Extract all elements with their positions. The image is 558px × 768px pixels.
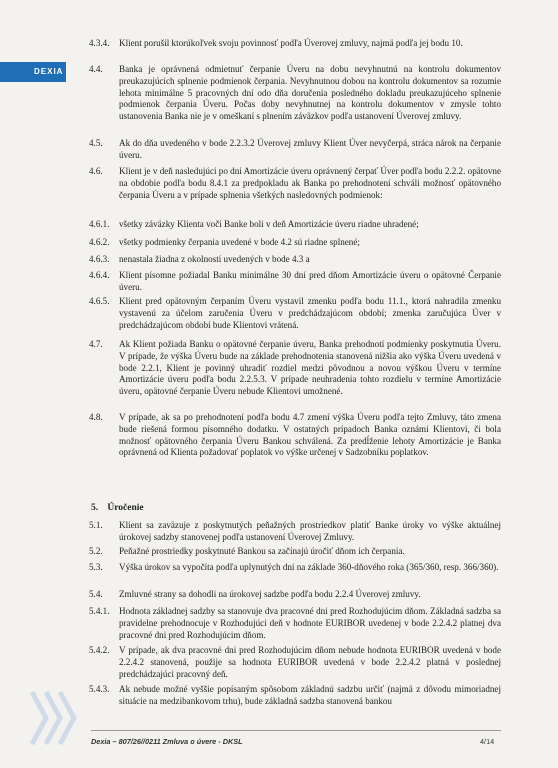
clause-number: 4.6. (89, 166, 103, 176)
clause-text: V prípade, ak sa po prehodnotení podľa bodu 4.7 zmení výška Úveru podľa tejto Zmluvy, táto zmena bude riešená formou písomného dodatku. V ostatných prípadoch Banka oznámi Klientovi, či bola možnosť opätovného čerpania Úveru Bankou schválená. Za predĺženie lehoty Amortizácie je Banka oprávnená od Klienta požadovať poplatok vo výške určenej v Sadzobníku poplatkov. (119, 412, 501, 458)
clause-number: 5.4.2. (89, 645, 110, 655)
clause-4-6-3 (91, 254, 501, 266)
clause-4-5 (91, 138, 501, 162)
clause-text: Ak do dňa uvedeného v bode 2.2.3.2 Úverovej zmluvy Klient Úver nevyčerpá, stráca nárok na čerpanie úveru. (119, 138, 501, 160)
clause-4-6-1 (91, 219, 501, 231)
section-title: Úročenie (107, 503, 144, 513)
clause-text: V prípade, ak dva pracovné dni pred Rozhodujúcim dňom nebude hodnota EURIBOR uvedená v bode 2.2.4.2 stanovená, použije sa hodnota EURIBOR uvedená v bode 2.2.4.2 platná v poslednej predchádzajúci pracovný deň. (119, 645, 501, 679)
clause-number: 4.6.1. (89, 219, 110, 229)
footer-document-ref: Dexia – 807/26//0211 Zmluva o úvere - DKSL (91, 737, 243, 746)
clause-number: 5.3. (89, 562, 103, 572)
clause-5-4 (91, 589, 501, 601)
clause-text: Zmluvné strany sa dohodli na úrokovej sadzbe podľa bodu 2.2.4 Úverovej zmluvy. (119, 589, 421, 599)
clause-5-4-3 (91, 684, 501, 708)
clause-text: Výška úrokov sa vypočíta podľa uplynutých dní na základe 360-dňového roka (365/360, resp. 366/360). (119, 562, 499, 572)
clause-4-4 (91, 64, 501, 123)
clause-text: všetky podmienky čerpania uvedené v bode 4.2 sú riadne splnené; (119, 237, 360, 247)
clause-text: Hodnota základnej sadzby sa stanovuje dva pracovné dni pred Rozhodujúcim dňom. Základná sadzba sa pravidelne prehodnocuje v Rozhodujúci deň v hodnote EURIBOR uvedenej v bode 2.2.4.2 platnej dva pracovné dni pred Rozhodujúcim dňom. (119, 606, 501, 640)
clause-number: 4.5. (89, 138, 103, 148)
clause-number: 4.6.5. (89, 296, 110, 306)
section-heading (91, 503, 144, 513)
clause-number: 4.6.3. (89, 254, 110, 264)
section-number: 5. (91, 503, 99, 513)
clause-4-8 (91, 412, 501, 459)
clause-5-2 (91, 546, 501, 558)
clause-text: všetky záväzky Klienta voči Banke boli v deň Amortizácie úveru riadne uhradené; (119, 219, 419, 229)
clause-4-6-5 (91, 296, 501, 331)
clause-number: 5.4.1. (89, 606, 110, 616)
clause-text: nenastala žiadna z okolností uvedených v bode 4.3 a (119, 254, 310, 264)
clause-text: Peňažné prostriedky poskytnuté Bankou sa začínajú úročiť dňom ich čerpania. (119, 546, 405, 556)
clause-5-3 (91, 562, 501, 574)
clause-number: 4.8. (89, 412, 103, 422)
footer-page-number: 4/14 (480, 737, 495, 746)
clause-4-6-4 (91, 270, 501, 294)
clause-text: Klient je v deň nasledujúci po dni Amortizácie úveru oprávnený čerpať Úver podľa bodu 2.2.2. opätovne na obdobie podľa bodu 8.4.1 za predpokladu ak Banka po prehodnotení schváli možnosť opätovného čerpania Úveru a v prípade splnenia všetkých nasledovných podmienok: (119, 166, 501, 200)
clause-text: Klient pred opätovným čerpaním Úveru vystavil zmenku podľa bodu 11.1., ktorá nahradila zmenku vystavenú za účelom zaručenia Úveru v predchádzajúcom období; zmenka zaručujúca Úver v predchádzajúcom období bude Klientovi vrátená. (119, 296, 501, 330)
footer-divider (91, 730, 501, 731)
clause-number: 4.4. (89, 64, 103, 74)
clause-number: 4.6.2. (89, 237, 110, 247)
clause-number: 4.6.4. (89, 270, 110, 280)
clause-4-6-2 (91, 237, 501, 249)
dexia-logo-tab: DEXIA (0, 62, 66, 82)
chevron-watermark-icon (26, 688, 86, 748)
clause-text: Banka je oprávnená odmietnuť čerpanie Úveru na dobu nevyhnutnú na kontrolu dokumentov preukazujúcich splnenie podmienok čerpania. Nevyhnutnou dobou na kontrolu dokumentov sa rozumie lehota minimálne 5 pracovných dní odo dňa doručenia posledného dokladu preukazujúceho splnenie podmienok čerpania Úveru. Počas doby nevyhnutnej na kontrolu dokumentov v zmysle tohto ustanovenia Banka nie je v omeškaní s plnením záväzkov podľa ustanovení Úverovej zmluvy. (119, 64, 501, 122)
clause-4-7 (91, 339, 501, 398)
clause-number: 4.3.4. (89, 38, 110, 48)
clause-5-4-2 (91, 645, 501, 680)
clause-text: Ak nebude možné vyššie popísaným spôsobom základnú sadzbu určiť (najmä z dôvodu mimoriadnej situácie na medzibankovom trhu), bude základná sadzba stanovená bankou (119, 684, 501, 706)
clause-5-4-1 (91, 606, 501, 641)
clause-4-6 (91, 166, 501, 201)
clause-number: 4.7. (89, 339, 103, 349)
clause-4-3-4 (91, 38, 501, 50)
clause-text: Klient sa zaväzuje z poskytnutých peňažných prostriedkov platiť Banke úroky vo výške aktuálnej úrokovej sadzby stanovenej podľa ustanovení Úverovej Zmluvy. (119, 520, 501, 542)
clause-5-1 (91, 520, 501, 544)
clause-text: Klient písomne požiadal Banku minimálne 30 dní pred dňom Amortizácie úveru o opätovné Čerpanie úveru. (119, 270, 501, 292)
clause-number: 5.4.3. (89, 684, 110, 694)
clause-text: Ak Klient požiada Banku o opätovné čerpanie úveru, Banka prehodnotí podmienky poskytnutia Úveru. V prípade, že výška Úveru bude na základe prehodnotenia stanovená nižšia ako výška Úveru uvedená v bode 2.2.1, Klient je povinný uhradiť rozdiel medzi pôvodnou a novou výškou Úveru v termíne Amortizácie úveru podľa bodu 2.2.5.3. V prípade neuhradenia tohto rozdielu v termíne Amortizácie úveru, opätovné čerpanie Úveru nebude Klientovi umožnené. (119, 339, 501, 397)
clause-text: Klient porušil ktorúkoľvek svoju povinnosť podľa Úverovej zmluvy, najmä podľa jej bodu 10. (119, 38, 463, 48)
clause-number: 5.1. (89, 520, 103, 530)
clause-number: 5.4. (89, 589, 103, 599)
clause-number: 5.2. (89, 546, 103, 556)
